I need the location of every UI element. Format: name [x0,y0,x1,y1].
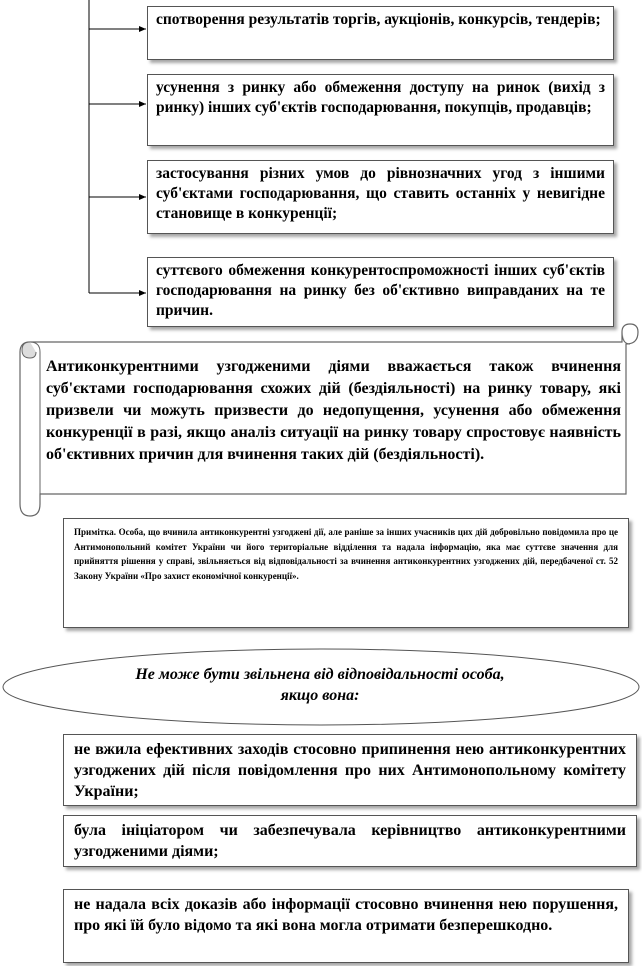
ellipse-text [60,664,580,706]
ellipse-line-2: якщо вона: [280,687,360,704]
case-box-2 [147,74,614,146]
case-box-4 [147,257,614,327]
condition-box-1 [63,734,637,806]
note-box [63,518,629,628]
condition-box-1-text: не вжила ефективних заходів стосовно припинення нею антиконкурентних узгоджених дій після повідомлення про них Антимонопольному комітету України; [74,741,626,800]
case-box-3 [147,160,614,234]
case-box-3-text: застосування різних умов до рівнозначних угод з іншими суб'єктами господарювання, що ставить останніх у невигідне становище в конкуренції; [156,165,605,222]
case-box-1 [147,6,614,60]
condition-box-3-text: не надала всіх доказів або інформації стосовно вчинення нею порушення, про які їй було відомо та які вона могла отримати безперешкодно. [74,896,618,934]
condition-box-2 [63,815,637,867]
note-text: Особа, що вчинила антиконкурентні узгоджені дії, але раніше за інших учасників цих дій добровільно повідомила про це Антимонопольний комітет України чи його територіальне відділення та надала інформацію, яка має суттєве значення для прийняття рішення у справі, звільняється від відповідальності за вчинення антиконкурентних узгоджених дій, передбаченої ст. 52 Закону України «Про захист економічної конкуренції». [74,527,619,581]
ellipse-line-1: Не може бути звільнена від відповідальності особа, [135,666,505,683]
case-box-4-text: суттєвого обмеження конкурентоспроможності інших суб'єктів господарювання на ринку без об'єктивно виправданих на те причин. [156,262,605,319]
condition-box-3 [63,889,629,963]
condition-box-2-text: була ініціатором чи забезпечувала керівництво антиконкурентними узгодженими діями; [74,822,626,860]
note-label: Примітка. [74,527,117,537]
case-box-2-text: усунення з ринку або обмеження доступу на ринок (вихід з ринку) інших суб'єктів господарювання, покупців, продавців; [156,79,605,116]
case-box-1-text: спотворення результатів торгів, аукціонів, конкурсів, тендерів; [156,11,601,28]
scroll-banner-text: Антиконкурентними узгодженими діями вважається також вчинення суб'єктами господарювання схожих дій (бездіяльності) на ринку товару, які призвели чи можуть призвести до недопущення, усунення або обмеження конкуренції в разі, якщо аналіз ситуації на ринку товару спростовує наявність об'єктивних причин для вчинення таких дій (бездіяльності). [46,358,621,463]
